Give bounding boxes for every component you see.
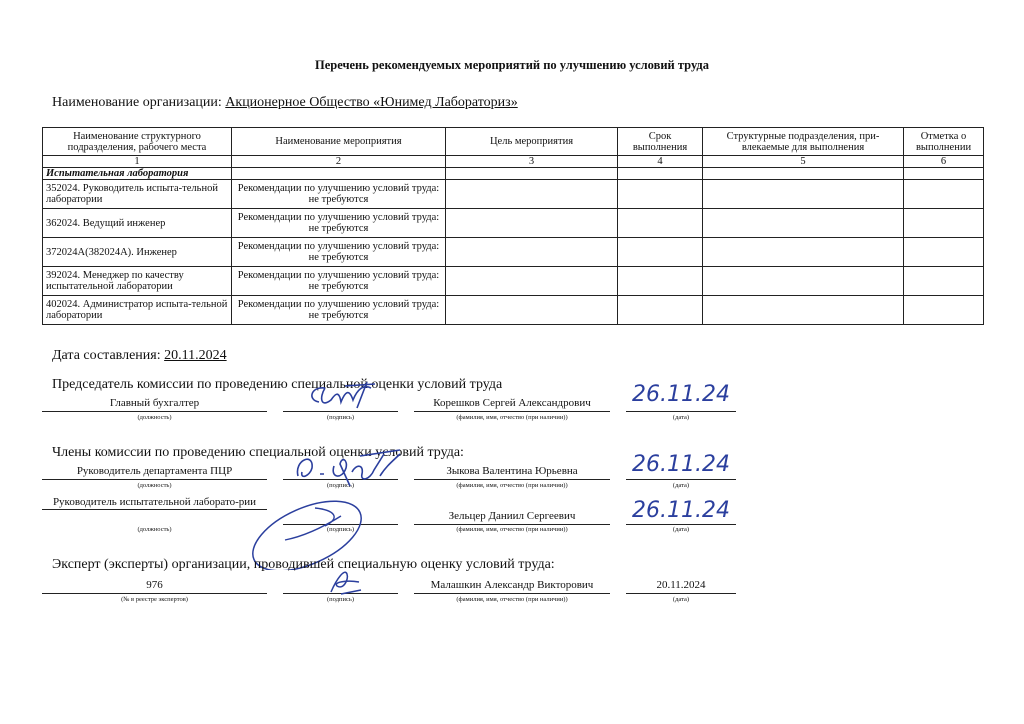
row-position: 352024. Руководитель испыта-тельной лаборатории bbox=[43, 180, 232, 209]
caption-fullname: (фамилия, имя, отчество (при наличии)) bbox=[456, 526, 568, 533]
table-row bbox=[43, 267, 984, 296]
row-position: 362024. Ведущий инженер bbox=[43, 209, 232, 238]
caption-date: (дата) bbox=[672, 414, 690, 421]
chairman-name: Корешков Сергей Александрович bbox=[414, 396, 610, 412]
member2-name: Зельцер Даниил Сергеевич bbox=[414, 509, 610, 525]
caption-fullname: (фамилия, имя, отчество (при наличии)) bbox=[456, 482, 568, 489]
members-heading: Члены комиссии по проведению специальной оценки условий труда: bbox=[52, 445, 464, 460]
member2-position: Руководитель испытательной лаборато-рии bbox=[42, 496, 267, 510]
caption-signature: (подпись) bbox=[327, 482, 354, 489]
document-title: Перечень рекомендуемых мероприятий по улучшению условий труда bbox=[314, 58, 710, 72]
caption-fullname: (фамилия, имя, отчество (при наличии)) bbox=[456, 596, 568, 603]
column-number: 2 bbox=[232, 156, 446, 168]
header-deadline: Срок выполнения bbox=[618, 128, 703, 156]
caption-signature: (подпись) bbox=[327, 596, 354, 603]
measures-table bbox=[42, 127, 984, 325]
caption-registry: (№ в реестре экспертов) bbox=[121, 596, 188, 603]
row-position: 392024. Менеджер по качеству испытательной лаборатории bbox=[43, 267, 232, 296]
table-header-row bbox=[43, 128, 984, 156]
table-row bbox=[43, 209, 984, 238]
column-number: 1 bbox=[43, 156, 232, 168]
chairman-handwritten-date: 26.11.24 bbox=[632, 382, 730, 407]
column-number: 5 bbox=[703, 156, 904, 168]
column-number: 6 bbox=[904, 156, 984, 168]
column-number-row bbox=[43, 156, 984, 168]
caption-date: (дата) bbox=[672, 526, 690, 533]
compile-date-label: Дата составления: bbox=[52, 348, 161, 363]
caption-position: (должность) bbox=[137, 482, 172, 489]
organization-name: Акционерное Общество «Юнимед Лабораториз» bbox=[225, 95, 518, 110]
organization-label: Наименование организации: bbox=[52, 95, 222, 110]
column-number: 4 bbox=[618, 156, 703, 168]
member2-handwritten-date: 26.11.24 bbox=[632, 498, 730, 523]
table-row bbox=[43, 296, 984, 325]
expert-name: Малашкин Александр Викторович bbox=[414, 578, 610, 594]
compile-date: 20.11.2024 bbox=[164, 348, 227, 363]
chairman-heading: Председатель комиссии по проведению специальной оценки условий труда bbox=[52, 377, 503, 392]
caption-fullname: (фамилия, имя, отчество (при наличии)) bbox=[456, 414, 568, 421]
header-departments: Структурные подразделения, при-влекаемые для выполнения bbox=[703, 128, 904, 156]
expert-date: 20.11.2024 bbox=[626, 578, 736, 594]
expert-heading: Эксперт (эксперты) организации, проводившей специальную оценку условий труда: bbox=[52, 557, 555, 572]
caption-position: (должность) bbox=[137, 414, 172, 421]
header-unit: Наименование структурного подразделения, рабочего места bbox=[43, 128, 232, 156]
caption-signature: (подпись) bbox=[327, 414, 354, 421]
header-measure: Наименование мероприятия bbox=[232, 128, 446, 156]
caption-date: (дата) bbox=[672, 596, 690, 603]
table-row bbox=[43, 238, 984, 267]
member1-handwritten-date: 26.11.24 bbox=[632, 452, 730, 477]
table-row bbox=[43, 180, 984, 209]
caption-signature: (подпись) bbox=[327, 526, 354, 533]
row-measure: Рекомендации по улучшению условий труда: не требуются bbox=[232, 267, 446, 296]
chairman-position: Главный бухгалтер bbox=[42, 396, 267, 412]
member1-name: Зыкова Валентина Юрьевна bbox=[414, 464, 610, 480]
organization-line bbox=[52, 95, 518, 111]
section-row bbox=[43, 168, 984, 180]
header-goal: Цель мероприятия bbox=[446, 128, 618, 156]
member1-position: Руководитель департамента ПЦР bbox=[42, 464, 267, 480]
header-completion: Отметка о выполнении bbox=[904, 128, 984, 156]
chairman-signature bbox=[305, 380, 385, 414]
caption-position: (должность) bbox=[137, 526, 172, 533]
row-measure: Рекомендации по улучшению условий труда: не требуются bbox=[232, 180, 446, 209]
row-position: 372024А(382024А). Инженер bbox=[43, 238, 232, 267]
row-measure: Рекомендации по улучшению условий труда: не требуются bbox=[232, 296, 446, 325]
caption-date: (дата) bbox=[672, 482, 690, 489]
row-measure: Рекомендации по улучшению условий труда: не требуются bbox=[232, 209, 446, 238]
row-measure: Рекомендации по улучшению условий труда: не требуются bbox=[232, 238, 446, 267]
row-position: 402024. Администратор испыта-тельной лаборатории bbox=[43, 296, 232, 325]
section-title: Испытательная лаборатория bbox=[43, 168, 232, 180]
compile-date-line bbox=[52, 348, 227, 364]
column-number: 3 bbox=[446, 156, 618, 168]
expert-signature bbox=[325, 564, 365, 596]
expert-registry-number: 976 bbox=[42, 578, 267, 594]
member1-signature bbox=[290, 446, 410, 494]
